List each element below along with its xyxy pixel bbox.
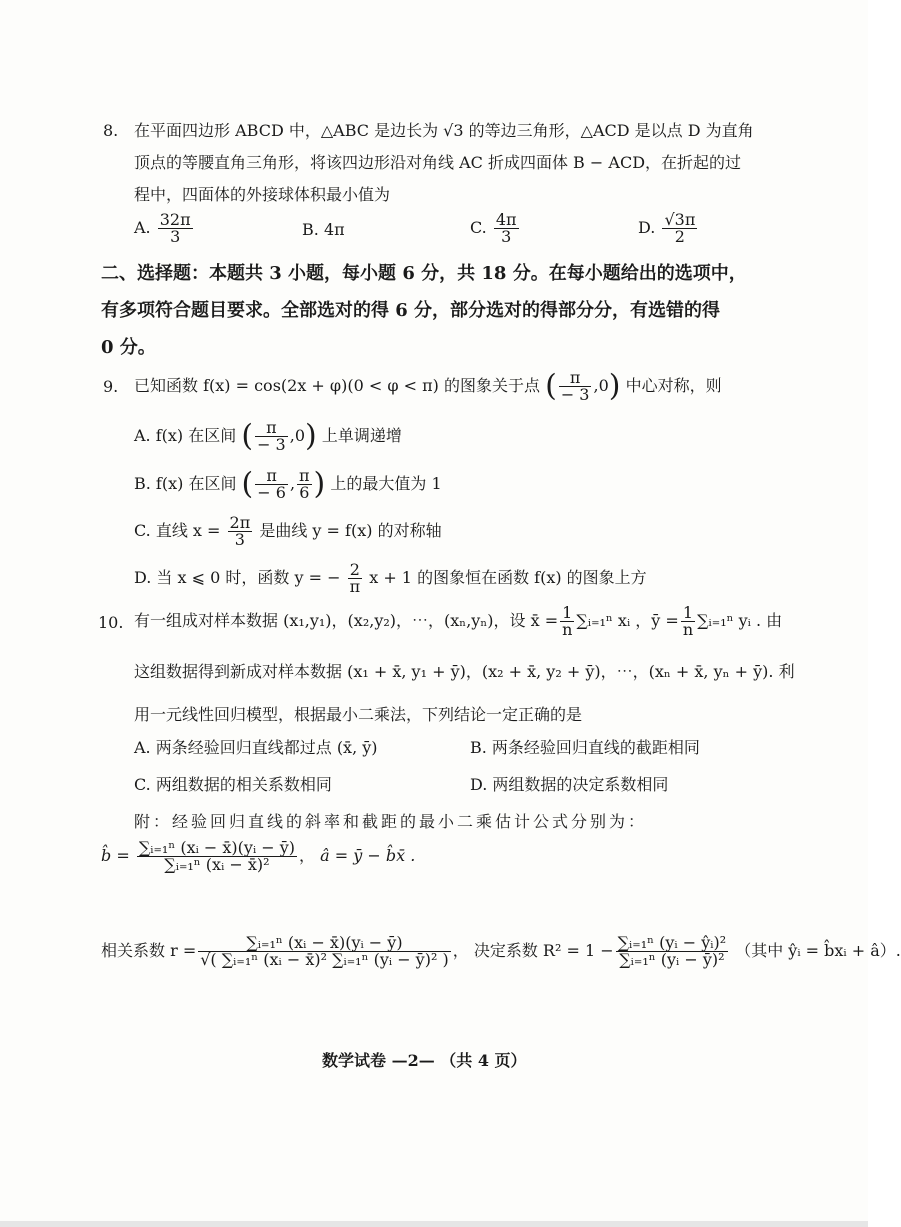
q9-option-c: C. 直线 x = $\frac{2\pi}{3}$ 是曲线 y = f(x) 的对称轴	[134, 513, 442, 549]
q9-option-b: B. f(x) 在区间 ( $\frac{\pi}{- 6}$ , $\frac{\pi}{6}$ ) 上的最大值为 1	[134, 466, 442, 502]
q9-option-d: D. 当 x ⩽ 0 时，函数 y = − $\frac{2}{\pi}$ x + 1 的图象恒在函数 f(x) 的图象上方	[134, 560, 647, 596]
q10-option-a: A. 两条经验回归直线都过点 (x̄, ȳ)	[134, 738, 378, 757]
correlation-formula: 相关系数 r = $\frac{\text{∑ᵢ₌₁ⁿ (xᵢ − x̄)(yᵢ − ȳ)}}{\text{√( ∑ᵢ₌₁ⁿ (xᵢ − x̄)² ∑ᵢ₌₁ⁿ (yᵢ − ȳ)² )}}$ ， 决定系数 R² = 1 − $\frac{\text{∑ᵢ₌₁ⁿ (yᵢ − ŷᵢ)²}}{\text{∑ᵢ₌₁ⁿ (yᵢ − ȳ)²}}$ （其中 ŷᵢ = b̂xᵢ + â）.	[101, 933, 901, 969]
q8-number: 8.	[103, 121, 119, 140]
option-label: B.	[302, 220, 319, 239]
q9-number: 9.	[103, 377, 119, 396]
bhat-formula: b̂ = $\frac{\text{∑ᵢ₌₁ⁿ (xᵢ − x̄)(yᵢ − ȳ)}}{\text{∑ᵢ₌₁ⁿ (xᵢ − x̄)²}}$ ， â = ȳ − b̂x̄ .	[101, 838, 416, 874]
q9-option-a: A. f(x) 在区间 ( $\frac{\pi}{- 3}$ ,0) 上单调递增	[134, 418, 402, 454]
scan-edge	[0, 1221, 868, 1227]
q8-option-d	[638, 212, 699, 245]
q10-number: 10.	[98, 613, 124, 632]
option-label: D.	[638, 218, 656, 237]
option-label: C.	[470, 218, 487, 237]
fraction-denominator: 3	[170, 227, 181, 246]
q10-option-b: B. 两条经验回归直线的截距相同	[470, 738, 700, 757]
appendix-note: 附：经验回归直线的斜率和截距的最小二乘估计公式分别为：	[134, 812, 648, 831]
fraction-numerator: 32π	[159, 210, 191, 229]
section2-heading-line1: 二、选择题：本题共 3 小题，每小题 6 分，共 18 分。在每小题给出的选项中，	[101, 263, 747, 284]
fraction-denominator: 3	[501, 227, 512, 246]
q8-line2: 顶点的等腰直角三角形，将该四边形沿对角线 AC 折成四面体 B − ACD，在折起的过	[134, 153, 742, 172]
q8-option-c	[470, 212, 521, 245]
section2-heading-line3: 0 分。	[101, 337, 156, 358]
q10-option-d: D. 两组数据的决定系数相同	[470, 775, 669, 794]
q10-line2: 这组数据得到新成对样本数据 (x₁ + x̄, y₁ + ȳ)，(x₂ + x̄, y₂ + ȳ)，⋯，(xₙ + x̄, yₙ + ȳ). 利	[134, 662, 795, 681]
q10-line3: 用一元线性回归模型，根据最小二乘法，下列结论一定正确的是	[134, 705, 583, 724]
fraction-denominator: 2	[674, 227, 685, 246]
option-label: A.	[134, 218, 151, 237]
q9-stem: 已知函数 f(x) = cos(2x + φ)(0 < φ < π) 的图象关于点 ( $\frac{\pi}{- 3}$ ,0) 中心对称，则	[134, 368, 722, 404]
page-footer: 数学试卷 —2— （共 4 页）	[322, 1051, 527, 1070]
option-value: 4π	[323, 220, 345, 239]
fraction-numerator: 4π	[495, 210, 517, 229]
q8-line1: 在平面四边形 ABCD 中，△ABC 是边长为 √3 的等边三角形，△ACD 是以点 D 为直角	[134, 121, 754, 140]
q10-line1: 有一组成对样本数据 (x₁,y₁)，(x₂,y₂)，⋯，(xₙ,yₙ)，设 x̄ = $\frac{1}{n}$ ∑ᵢ₌₁ⁿ xᵢ ，ȳ = $\frac{1}{n}$ ∑ᵢ₌₁ⁿ yᵢ . 由	[134, 603, 783, 639]
q8-option-b	[302, 220, 345, 240]
q10-option-c: C. 两组数据的相关系数相同	[134, 775, 332, 794]
section2-heading-line2: 有多项符合题目要求。全部选对的得 6 分，部分选对的得部分分，有选错的得	[101, 300, 721, 321]
fraction-numerator: √3π	[664, 210, 696, 229]
q8-option-a	[134, 212, 195, 245]
q8-line3: 程中，四面体的外接球体积最小值为	[134, 185, 391, 204]
